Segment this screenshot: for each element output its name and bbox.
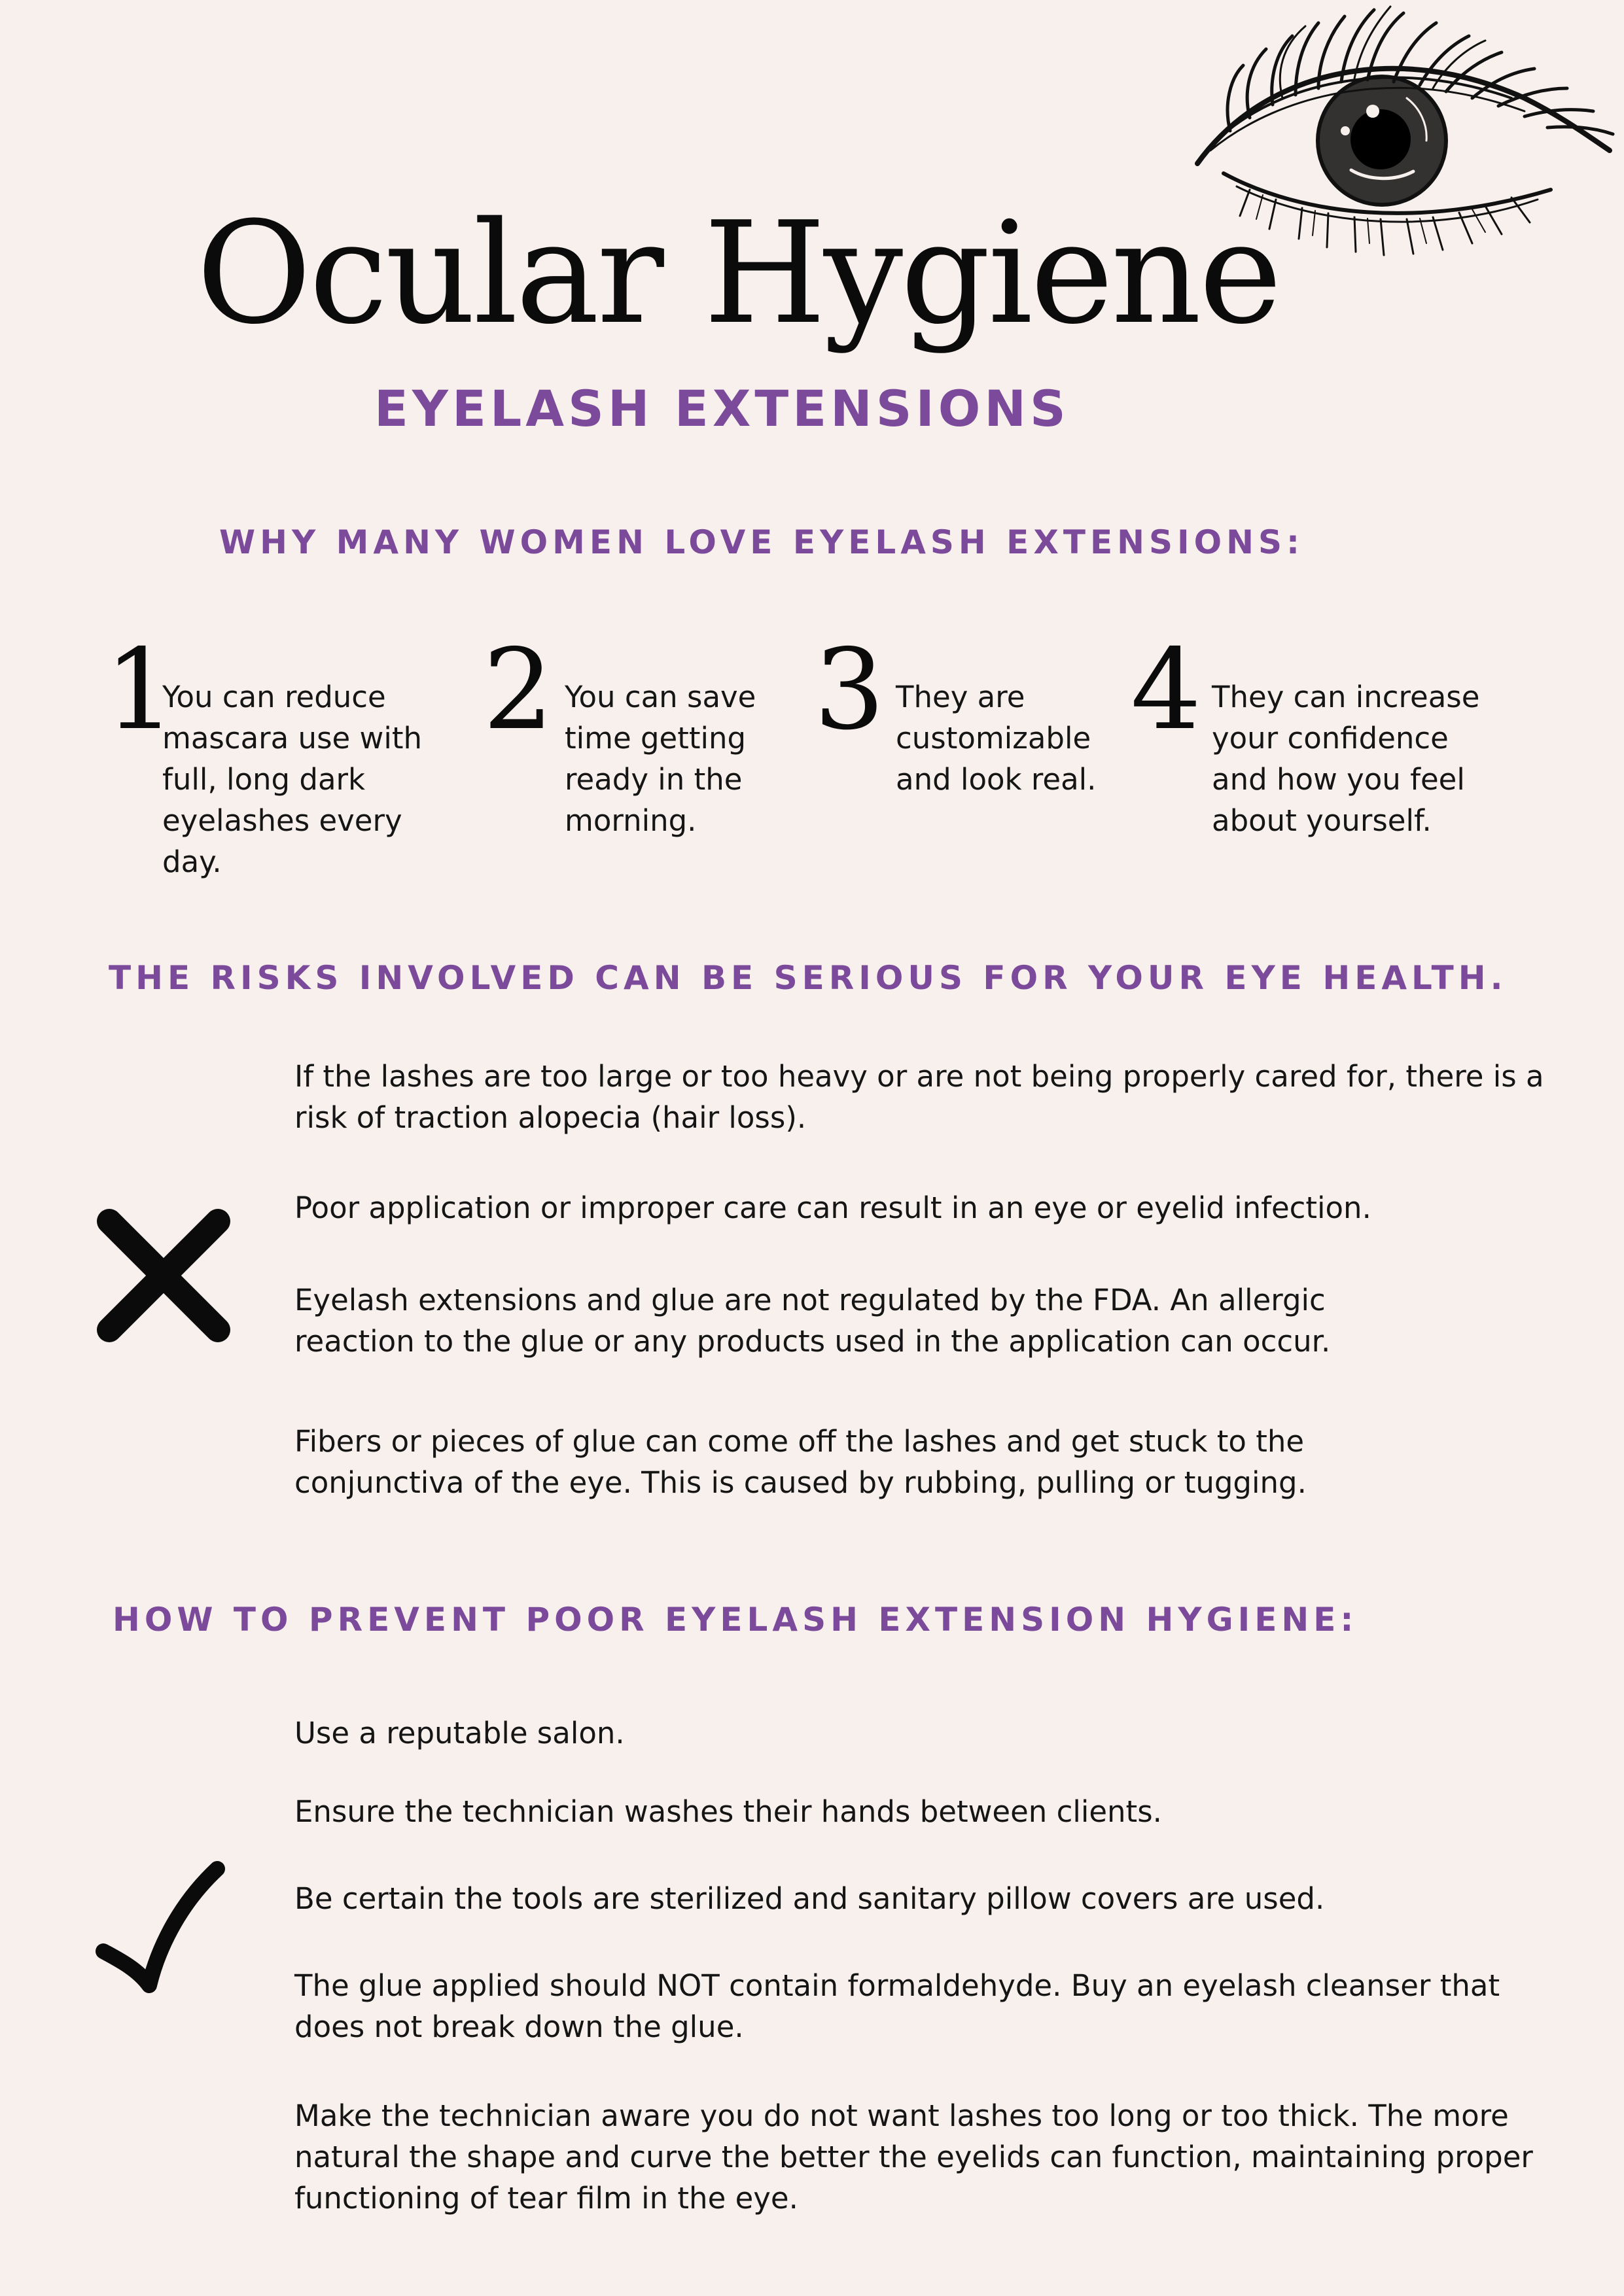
section-heading-why: WHY MANY WOMEN LOVE EYELASH EXTENSIONS: bbox=[219, 523, 1304, 561]
prevent-item: Use a reputable salon. bbox=[294, 1716, 625, 1750]
prevent-item: Make the technician aware you do not want lashes too long or too thick. The more natural the shape and curve the better the eyelids can function, maintaining proper functioning of tear film in the eye. bbox=[294, 2098, 1533, 2216]
section-heading-risks: THE RISKS INVOLVED CAN BE SERIOUS FOR YOUR EYE HEALTH. bbox=[109, 959, 1508, 997]
cross-icon bbox=[95, 1207, 232, 1344]
reason-text: They are customizable and look real. bbox=[896, 680, 1097, 797]
reason-number: 2 bbox=[483, 625, 554, 755]
risk-item: Eyelash extensions and glue are not regulated by the FDA. An allergic reaction to the glue or any products used in the application can occur. bbox=[294, 1283, 1331, 1359]
checkmark-icon bbox=[92, 1854, 229, 1995]
reason-number: 4 bbox=[1131, 625, 1202, 755]
reason-number: 3 bbox=[814, 625, 885, 755]
section-heading-prevent: HOW TO PREVENT POOR EYELASH EXTENSION HYGIENE: bbox=[113, 1601, 1358, 1639]
page-title: Ocular Hygiene bbox=[196, 191, 1280, 355]
prevent-item: Ensure the technician washes their hands between clients. bbox=[294, 1794, 1162, 1829]
risk-item: Fibers or pieces of glue can come off the lashes and get stuck to the conjunctiva of the eye. This is caused by rubbing, pulling or tugging. bbox=[294, 1424, 1307, 1500]
reason-number: 1 bbox=[105, 625, 176, 755]
prevent-item: Be certain the tools are sterilized and sanitary pillow covers are used. bbox=[294, 1881, 1325, 1916]
reason-text: You can save time getting ready in the morning. bbox=[565, 680, 756, 838]
reason-text: You can reduce mascara use with full, long dark eyelashes every day. bbox=[162, 680, 422, 879]
risk-item: If the lashes are too large or too heavy or are not being properly cared for, there is a risk of traction alopecia (hair loss). bbox=[294, 1059, 1544, 1135]
reason-text: They can increase your confidence and how you feel about yourself. bbox=[1212, 680, 1480, 838]
risk-item: Poor application or improper care can result in an eye or eyelid infection. bbox=[294, 1191, 1371, 1225]
prevent-item: The glue applied should NOT contain formaldehyde. Buy an eyelash cleanser that does not break down the glue. bbox=[294, 1968, 1500, 2044]
page-subtitle: EYELASH EXTENSIONS bbox=[374, 379, 1070, 438]
